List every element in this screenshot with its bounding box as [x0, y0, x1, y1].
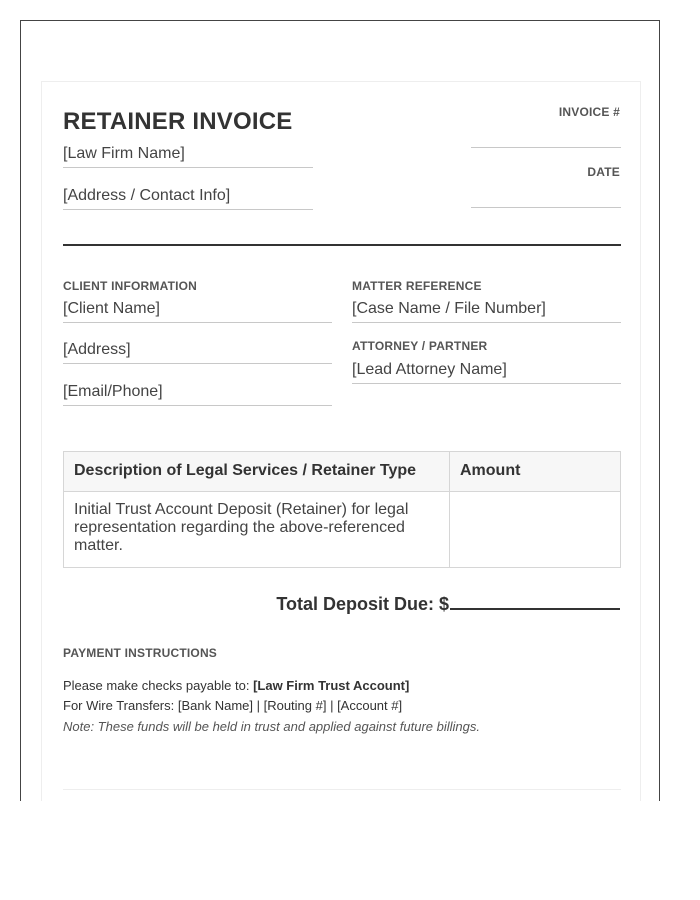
client-info-label: CLIENT INFORMATION: [63, 279, 198, 293]
invoice-number-field[interactable]: [471, 127, 621, 148]
payment-note: Note: These funds will be held in trust and applied against future billings.: [63, 719, 480, 734]
date-label: DATE: [587, 165, 620, 179]
document-frame: [20, 20, 660, 801]
table-row: [64, 492, 621, 568]
invoice-number-label: INVOICE #: [558, 105, 620, 119]
service-amount-cell[interactable]: [450, 492, 621, 568]
firm-address-field[interactable]: [Address / Contact Info]: [63, 187, 313, 210]
date-field[interactable]: [471, 187, 621, 208]
amount-header: Amount: [450, 452, 621, 492]
header-divider: [63, 244, 621, 246]
payment-heading: PAYMENT INSTRUCTIONS: [63, 646, 218, 660]
total-deposit: [276, 590, 620, 615]
payment-checks-line: [63, 676, 409, 696]
payment-wire-line: For Wire Transfers: [Bank Name] | [Routing #] | [Account #]: [63, 698, 403, 713]
table-header-row: [64, 452, 621, 492]
total-amount-blank[interactable]: [450, 590, 620, 610]
firm-name-field[interactable]: [Law Firm Name]: [63, 145, 313, 168]
attorney-label: ATTORNEY / PARTNER: [352, 339, 488, 353]
description-header: Description of Legal Services / Retainer Type: [64, 452, 450, 492]
service-description-cell[interactable]: Initial Trust Account Deposit (Retainer) for legal representation regarding the above-referenced matter.: [64, 492, 450, 568]
matter-reference-label: MATTER REFERENCE: [352, 279, 482, 293]
footer-divider: [63, 789, 621, 790]
client-address-field[interactable]: [Address]: [63, 341, 332, 364]
checks-prefix: Please make checks payable to:: [63, 678, 254, 693]
services-table: [63, 451, 621, 568]
invoice-title: RETAINER INVOICE: [63, 108, 293, 135]
checks-payee: [Law Firm Trust Account]: [253, 678, 410, 693]
client-contact-field[interactable]: [Email/Phone]: [63, 383, 332, 406]
matter-reference-field[interactable]: [Case Name / File Number]: [352, 300, 621, 323]
total-label: Total Deposit Due: $: [276, 594, 449, 614]
client-name-field[interactable]: [Client Name]: [63, 300, 332, 323]
invoice-sheet: [41, 81, 641, 801]
attorney-field[interactable]: [Lead Attorney Name]: [352, 361, 621, 384]
